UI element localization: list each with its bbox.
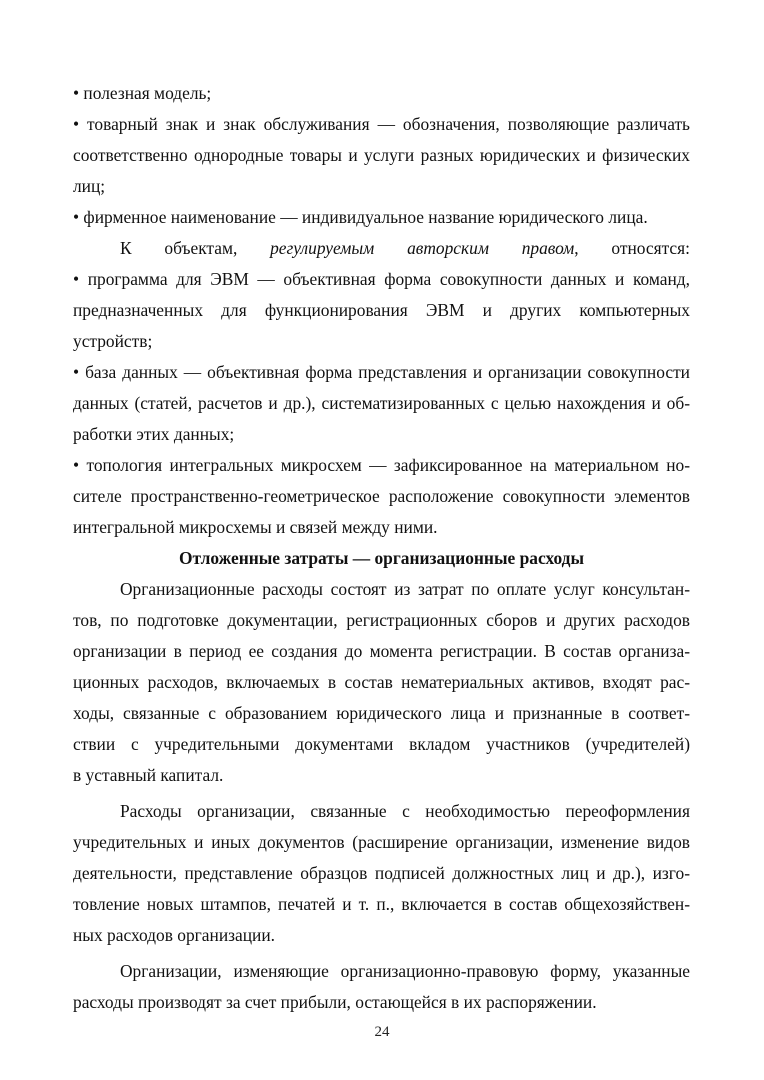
section-heading: Отложенные затраты — организационные расходы [178, 548, 585, 568]
para1-line-4: ционных расходов, включаемых в состав нематериальных активов, входят рас- [73, 672, 690, 692]
bullet-program-line-3: устройств; [73, 331, 153, 351]
bullet-program-line-1: • программа для ЭВМ — объективная форма совокупности данных и команд, [73, 269, 690, 289]
para2-line-2: учредительных и иных документов (расширение организации, изменение видов [73, 832, 690, 852]
intro-italic-3: правом [521, 238, 575, 258]
bullet-database-line-1: • база данных — объективная форма представления и организации совокупности [73, 362, 690, 382]
para1-line-3: организации в период ее создания до момента регистрации. В состав организа- [73, 641, 690, 661]
intro-word-objects: объектам, [164, 238, 238, 258]
bullet-trademark-line-2: соответственно однородные товары и услуги разных юридических и физических [73, 145, 690, 165]
para1-line-1: Организационные расходы состоят из затрат по оплате услуг консультан- [120, 579, 690, 599]
para2-line-5: ных расходов организации. [73, 925, 275, 945]
bullet-topology-line-2: сителе пространственно-геометрическое расположение совокупности элементов [73, 486, 690, 506]
bullet-program-line-2: предназначенных для функционирования ЭВМ и других компьютерных [73, 300, 690, 320]
bullet-topology-line-3: интегральной микросхемы и связей между ними. [73, 517, 438, 537]
bullet-topology-line-1: • топология интегральных микросхем — зафиксированное на материальном но- [73, 455, 690, 475]
intro-italic-1: регулируемым [270, 238, 375, 258]
para1-line-5: ходы, связанные с образованием юридического лица и признанные в соответ- [73, 703, 690, 723]
para2-line-4: товление новых штампов, печатей и т. п., включается в состав общехозяйствен- [73, 894, 690, 914]
intro-word-relate: относятся: [611, 238, 690, 258]
bullet-trademark-line-1: • товарный знак и знак обслуживания — обозначения, позволяющие различать [73, 114, 690, 134]
page-number: 24 [374, 1024, 390, 1040]
copyright-objects-intro: К объектам, регулируемым авторским правом, относятся: [120, 238, 690, 258]
bullet-company-name: • фирменное наименование — индивидуальное название юридического лица. [73, 207, 648, 227]
bullet-database-line-3: работки этих данных; [73, 424, 235, 444]
para2-line-1: Расходы организации, связанные с необходимостью переоформления [120, 801, 690, 821]
intro-word-k: К [120, 238, 132, 258]
bullet-utility-model: • полезная модель; [73, 83, 212, 103]
para3-line-1: Организации, изменяющие организационно-правовую форму, указанные [120, 961, 690, 981]
para1-line-6: ствии с учредительными документами вкладом участников (учредителей) [73, 734, 690, 754]
para2-line-3: деятельности, представление образцов подписей должностных лиц и др.), изго- [73, 863, 690, 883]
para1-line-2: тов, по подготовке документации, регистрационных сборов и других расходов [73, 610, 690, 630]
para3-line-2: расходы производят за счет прибыли, остающейся в их распоряжении. [73, 992, 597, 1012]
para1-line-7: в уставный капитал. [73, 765, 224, 785]
intro-italic-2: авторским [407, 238, 489, 258]
bullet-database-line-2: данных (статей, расчетов и др.), систематизированных с целью нахождения и об- [73, 393, 690, 413]
bullet-trademark-line-3: лиц; [73, 176, 106, 196]
